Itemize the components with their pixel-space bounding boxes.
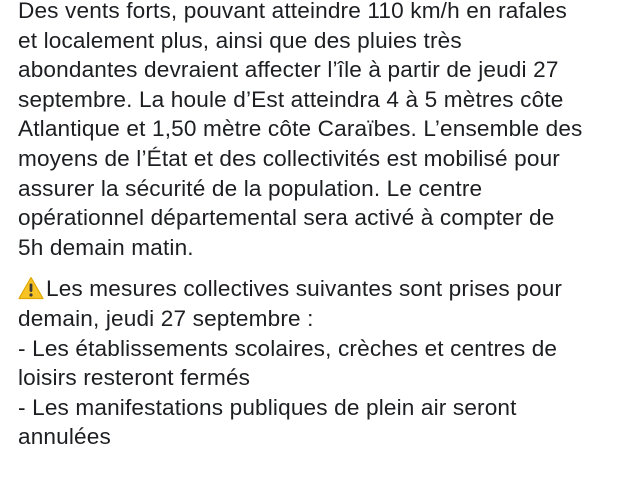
text-line: - Les établissements scolaires, crèches et centres de (18, 335, 558, 361)
text-line: annulées (18, 424, 111, 450)
text-line: moyens de l’État et des collectivités est mobilisé pour (18, 145, 560, 171)
text-line: septembre. La houle d’Est atteindra 4 à 5 mètres côte (18, 86, 564, 112)
text-line: - Les manifestations publiques de plein air seront (18, 394, 517, 420)
text-line-content: Les mesures collectives suivantes sont prises pour (46, 276, 563, 302)
text-line: assurer la sécurité de la population. Le centre (18, 175, 483, 201)
post-paragraph-measures (18, 274, 638, 452)
post-body (18, 0, 638, 452)
warning-icon (18, 276, 44, 300)
text-line: loisirs resteront fermés (18, 365, 251, 391)
paragraph-spacer (18, 262, 638, 274)
text-line: abondantes devraient affecter l’île à partir de jeudi 27 (18, 57, 559, 83)
text-line: Atlantique et 1,50 mètre côte Caraïbes. L’ensemble des (18, 116, 583, 142)
text-line: opérationnel départemental sera activé à compter de (18, 205, 555, 231)
text-line: demain, jeudi 27 septembre : (18, 305, 314, 331)
post-paragraph-forecast (18, 0, 638, 262)
text-line: Des vents forts, pouvant atteindre 110 km/h en rafales (18, 0, 567, 23)
text-line-with-warning (18, 274, 638, 304)
text-line: 5h demain matin. (18, 234, 194, 260)
text-line: et localement plus, ainsi que des pluies très (18, 27, 462, 53)
